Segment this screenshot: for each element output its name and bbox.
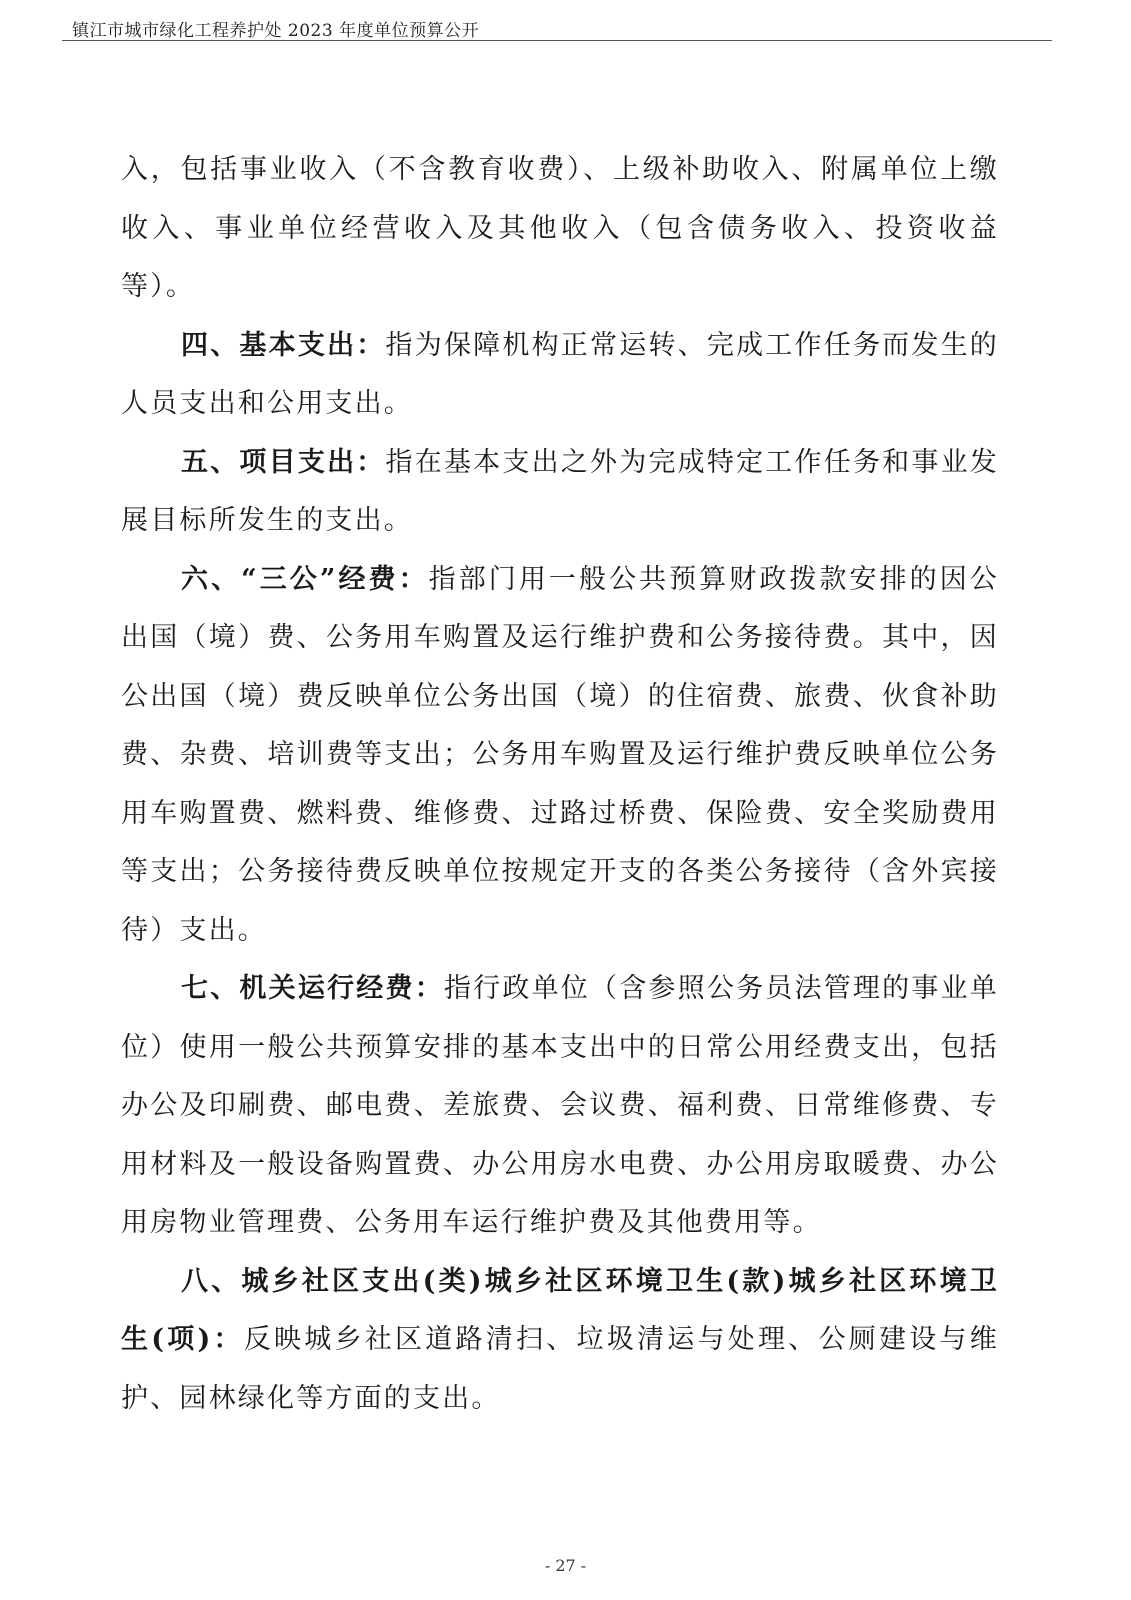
header-title: 镇江市城市绿化工程养护处 2023 年度单位预算公开 bbox=[72, 21, 480, 41]
page-number: - 27 - bbox=[544, 1556, 587, 1575]
paragraph-term: 八、城乡社区支出(类)城乡社区环境卫生(款)城乡社区环境卫生(项)： bbox=[121, 1265, 999, 1355]
paragraph-text: 指行政单位（含参照公务员法管理的事业单位）使用一般公共预算安排的基本支出中的日常公用经费支出，包括办公及印刷费、邮电费、差旅费、会议费、福利费、日常维修费、专用材料及一般设备购置费、办公用房水电费、办公用房取暖费、办公用房物业管理费、公务用车运行维护费及其他费用等。 bbox=[121, 973, 999, 1238]
paragraph-continuation bbox=[121, 141, 999, 317]
paragraph-text: 入，包括事业收入（不含教育收费）、上级补助收入、附属单位上缴收入、事业单位经营收入及其他收入（包含债务收入、投资收益等）。 bbox=[121, 154, 999, 302]
paragraph-term: 五、项目支出： bbox=[181, 446, 386, 478]
paragraph-text: 指为保障机构正常运转、完成工作任务而发生的人员支出和公用支出。 bbox=[121, 329, 1000, 419]
paragraph-term: 七、机关运行经费： bbox=[181, 973, 444, 1004]
header-divider bbox=[62, 40, 1052, 41]
paragraph-operating-expenses bbox=[121, 960, 999, 1253]
paragraph-text: 指在基本支出之外为完成特定工作任务和事业发展目标所发生的支出。 bbox=[121, 446, 1000, 536]
paragraph-text: 指部门用一般公共预算财政拨款安排的因公出国（境）费、公务用车购置及运行维护费和公务接待费。其中，因公出国（境）费反映单位公务出国（境）的住宿费、旅费、伙食补助费、杂费、培训费等支出；公务用车购置及运行维护费反映单位公务用车购置费、燃料费、维修费、过路过桥费、保险费、安全奖励费用等支出；公务接待费反映单位按规定开支的各类公务接待（含外宾接待）支出。 bbox=[121, 563, 999, 946]
paragraph-urban-rural-expenditure bbox=[121, 1253, 999, 1429]
paragraph-text: 反映城乡社区道路清扫、垃圾清运与处理、公厕建设与维护、园林绿化等方面的支出。 bbox=[121, 1324, 1000, 1414]
paragraph-project-expenditure bbox=[121, 434, 999, 551]
document-body bbox=[121, 141, 999, 1428]
paragraph-basic-expenditure bbox=[121, 317, 999, 434]
paragraph-term: 六、“三公”经费： bbox=[181, 563, 429, 595]
paragraph-three-public-expenses bbox=[121, 551, 999, 961]
paragraph-term: 四、基本支出： bbox=[181, 329, 386, 361]
